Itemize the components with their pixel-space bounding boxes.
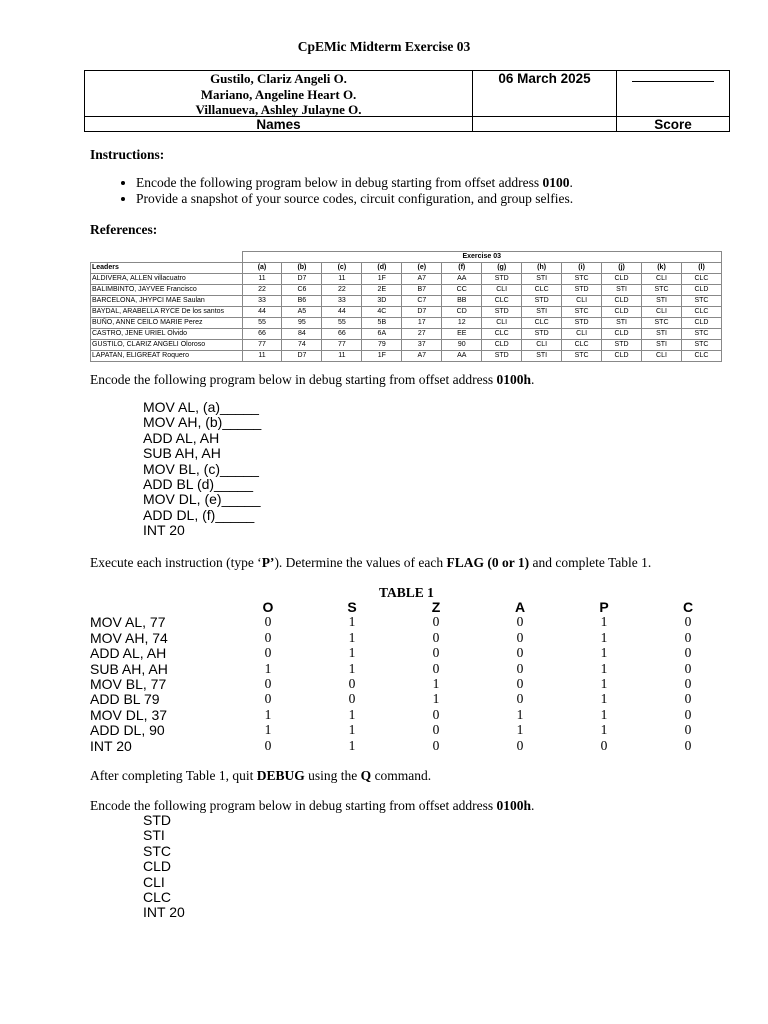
instruction-item: • Encode the following program below in debug starting from offset address 0100. bbox=[136, 175, 756, 191]
flag-value: 1 bbox=[264, 706, 272, 722]
leader-name: ALDIVERA, ALLEN villacuatro bbox=[91, 274, 243, 285]
flag-value: 1 bbox=[348, 660, 356, 676]
table-cell: 11 bbox=[322, 274, 362, 285]
table-cell: STD bbox=[522, 329, 562, 340]
table-1-title: TABLE 1 bbox=[379, 585, 434, 600]
instruction-item: • Provide a snapshot of your source codes, circuit configuration, and group selfies. bbox=[136, 191, 756, 207]
instruction-label: MOV BL, 77 bbox=[90, 675, 167, 692]
table-cell: 44 bbox=[242, 307, 282, 318]
flag-value: 1 bbox=[516, 706, 524, 722]
code-line: MOV AL, (a)_____ bbox=[143, 399, 259, 415]
flag-value: 0 bbox=[516, 691, 524, 707]
leaders-header: Leaders bbox=[91, 263, 243, 274]
table-cell: CC bbox=[442, 285, 482, 296]
execute-instruction: Execute each instruction (type ‘P’). Determine the values of each FLAG (0 or 1) and complete Table 1. bbox=[90, 555, 652, 570]
table-cell: 74 bbox=[282, 340, 322, 351]
table-cell: A5 bbox=[282, 307, 322, 318]
table-cell: 22 bbox=[242, 285, 282, 296]
flag-value: 0 bbox=[684, 629, 692, 645]
flag-value: 1 bbox=[600, 629, 608, 645]
flag-header: O bbox=[262, 599, 274, 615]
flag-value: 0 bbox=[516, 737, 524, 753]
table-cell: 37 bbox=[402, 340, 442, 351]
table-row bbox=[91, 285, 722, 296]
table-cell: STC bbox=[642, 318, 682, 329]
group-member-name: Mariano, Angeline Heart O. bbox=[200, 86, 357, 102]
flag-value: 1 bbox=[348, 706, 356, 722]
program-2-listing bbox=[143, 813, 185, 921]
table-cell: STC bbox=[642, 285, 682, 296]
flag-value: 1 bbox=[600, 706, 608, 722]
table-cell: CLC bbox=[681, 274, 721, 285]
instruction-label: MOV AL, 77 bbox=[90, 614, 166, 631]
instruction-label: ADD AL, AH bbox=[90, 645, 167, 662]
code-line: STC bbox=[143, 842, 171, 859]
table-cell: 11 bbox=[322, 351, 362, 362]
table-cell: 3D bbox=[362, 296, 402, 307]
score-blank bbox=[632, 81, 714, 82]
table-cell: CLD bbox=[602, 274, 642, 285]
table-cell: C7 bbox=[402, 296, 442, 307]
table-cell: CLI bbox=[562, 329, 602, 340]
instructions-heading: Instructions: bbox=[90, 147, 165, 162]
instruction-label: MOV AH, 74 bbox=[90, 629, 168, 646]
column-header: (k) bbox=[642, 263, 682, 274]
flag-value: 0 bbox=[264, 614, 272, 630]
flag-value: 0 bbox=[684, 645, 692, 661]
table-cell: AA bbox=[442, 351, 482, 362]
flag-value: 0 bbox=[432, 629, 440, 645]
table-row bbox=[91, 274, 722, 285]
table-cell: D7 bbox=[282, 351, 322, 362]
date: 06 March 2025 bbox=[498, 71, 591, 86]
table-cell: STD bbox=[562, 318, 602, 329]
flag-value: 1 bbox=[600, 660, 608, 676]
table-cell: CLI bbox=[642, 307, 682, 318]
code-line: ADD BL (d)_____ bbox=[143, 476, 253, 493]
flag-value: 0 bbox=[264, 737, 272, 753]
code-line: CLI bbox=[143, 873, 165, 890]
leader-name: BUÑO, ANNE CEILO MARIE Perez bbox=[91, 318, 243, 329]
table-cell: STI bbox=[522, 351, 562, 362]
flag-value: 0 bbox=[264, 629, 272, 645]
exercise-group-header: Exercise 03 bbox=[242, 252, 722, 263]
flag-value: 1 bbox=[600, 614, 608, 630]
flag-value: 0 bbox=[432, 737, 440, 753]
column-header: (j) bbox=[602, 263, 642, 274]
table-cell: STD bbox=[522, 296, 562, 307]
table-cell: STC bbox=[681, 296, 721, 307]
flag-value: 1 bbox=[264, 660, 272, 676]
table-header-row bbox=[91, 263, 722, 274]
table-cell: D7 bbox=[402, 307, 442, 318]
table-cell: CLC bbox=[522, 318, 562, 329]
encode-instruction-1: Encode the following program below in debug starting from offset address 0100h. bbox=[90, 372, 535, 387]
table-cell: 11 bbox=[242, 274, 282, 285]
table-cell: 17 bbox=[402, 318, 442, 329]
table-cell: 95 bbox=[282, 318, 322, 329]
flag-value: 0 bbox=[264, 645, 272, 661]
flag-value: 0 bbox=[432, 706, 440, 722]
table-cell: A7 bbox=[402, 351, 442, 362]
instruction-label: SUB AH, AH bbox=[90, 660, 168, 677]
instruction-label: MOV DL, 37 bbox=[90, 706, 168, 723]
table-cell: B6 bbox=[282, 296, 322, 307]
column-header: (h) bbox=[522, 263, 562, 274]
flag-value: 0 bbox=[348, 691, 356, 707]
table-cell: 90 bbox=[442, 340, 482, 351]
table-cell: STC bbox=[562, 351, 602, 362]
code-line: MOV AH, (b)_____ bbox=[143, 414, 262, 431]
code-line: STI bbox=[143, 827, 165, 844]
table-cell: 79 bbox=[362, 340, 402, 351]
table-cell: 77 bbox=[322, 340, 362, 351]
flag-header: C bbox=[682, 599, 694, 615]
table-cell: 2E bbox=[362, 285, 402, 296]
flag-value: 0 bbox=[432, 645, 440, 661]
flag-value: 0 bbox=[432, 722, 440, 738]
table-cell: STD bbox=[602, 340, 642, 351]
table-cell: STC bbox=[681, 340, 721, 351]
column-header: (c) bbox=[322, 263, 362, 274]
table-cell: STC bbox=[562, 274, 602, 285]
flag-value: 0 bbox=[516, 614, 524, 630]
flag-value: 1 bbox=[600, 675, 608, 691]
flag-value: 1 bbox=[348, 614, 356, 630]
group-member-name: Gustilo, Clariz Angeli O. bbox=[210, 71, 347, 86]
flag-value: 0 bbox=[684, 675, 692, 691]
leader-name: GUSTILO, CLARIZ ANGELI Oloroso bbox=[91, 340, 243, 351]
table-cell: STC bbox=[681, 329, 721, 340]
table-cell: 66 bbox=[322, 329, 362, 340]
table-cell: CLD bbox=[602, 307, 642, 318]
table-cell: STI bbox=[522, 307, 562, 318]
references-table bbox=[90, 251, 722, 362]
flag-value: 0 bbox=[684, 737, 692, 753]
leader-name: BARCELONA, JHYPCI MAE Saulan bbox=[91, 296, 243, 307]
table-cell: CLD bbox=[681, 285, 721, 296]
flag-value: 1 bbox=[264, 722, 272, 738]
table-row bbox=[91, 340, 722, 351]
instruction-label: ADD BL 79 bbox=[90, 691, 160, 708]
names-label: Names bbox=[256, 117, 301, 132]
leader-name: LAPATAN, ELIGREAT Roquero bbox=[91, 351, 243, 362]
table-cell: CLC bbox=[482, 296, 522, 307]
flag-value: 0 bbox=[516, 629, 524, 645]
table-cell: STD bbox=[482, 274, 522, 285]
table-cell: 4C bbox=[362, 307, 402, 318]
flag-value: 0 bbox=[516, 660, 524, 676]
column-header: (a) bbox=[242, 263, 282, 274]
table-cell: 33 bbox=[322, 296, 362, 307]
code-line: CLD bbox=[143, 858, 172, 875]
table-cell: CD bbox=[442, 307, 482, 318]
references-heading: References: bbox=[90, 222, 158, 237]
leader-name: CASTRO, JENE URIEL Olvido bbox=[91, 329, 243, 340]
flag-value: 0 bbox=[348, 675, 356, 691]
table-cell: D7 bbox=[282, 274, 322, 285]
table-cell: 44 bbox=[322, 307, 362, 318]
flag-value: 0 bbox=[684, 660, 692, 676]
table-cell bbox=[91, 252, 243, 263]
flag-value: 1 bbox=[432, 691, 440, 707]
table-row bbox=[91, 318, 722, 329]
table-cell: CLI bbox=[642, 274, 682, 285]
table-cell: STI bbox=[602, 285, 642, 296]
table-cell: 55 bbox=[242, 318, 282, 329]
code-line: CLC bbox=[143, 889, 172, 906]
table-cell: CLD bbox=[602, 351, 642, 362]
column-header: (g) bbox=[482, 263, 522, 274]
table-cell: CLI bbox=[642, 351, 682, 362]
table-cell: 12 bbox=[442, 318, 482, 329]
table-row bbox=[91, 307, 722, 318]
code-line: SUB AH, AH bbox=[143, 445, 221, 462]
table-cell: CLI bbox=[562, 296, 602, 307]
table-cell: CLC bbox=[681, 351, 721, 362]
table-cell: STD bbox=[482, 351, 522, 362]
table-cell: CLI bbox=[482, 285, 522, 296]
header-table bbox=[84, 70, 730, 132]
flag-value: 0 bbox=[264, 675, 272, 691]
table-cell: CLC bbox=[681, 307, 721, 318]
flag-value: 1 bbox=[348, 722, 356, 738]
table-cell: STI bbox=[642, 296, 682, 307]
flag-value: 1 bbox=[348, 645, 356, 661]
table-cell: STI bbox=[602, 318, 642, 329]
program-1-listing bbox=[143, 400, 261, 539]
table-cell: STI bbox=[642, 340, 682, 351]
code-line: MOV DL, (e)_____ bbox=[143, 491, 261, 508]
column-header: (e) bbox=[402, 263, 442, 274]
flag-value: 0 bbox=[516, 645, 524, 661]
names-list bbox=[85, 71, 472, 118]
code-line: INT 20 bbox=[143, 522, 185, 539]
flag-value: 1 bbox=[516, 722, 524, 738]
flag-value: 0 bbox=[600, 737, 608, 753]
flag-value: 0 bbox=[516, 675, 524, 691]
column-header: (d) bbox=[362, 263, 402, 274]
encode-instruction-2: Encode the following program below in debug starting from offset address 0100h. bbox=[90, 798, 535, 813]
table-cell: 55 bbox=[322, 318, 362, 329]
instruction-label: INT 20 bbox=[90, 737, 132, 754]
table-cell: STD bbox=[482, 307, 522, 318]
flag-value: 1 bbox=[600, 691, 608, 707]
table-cell: 22 bbox=[322, 285, 362, 296]
flag-value: 0 bbox=[684, 722, 692, 738]
flag-header: P bbox=[599, 599, 609, 615]
table-cell: B7 bbox=[402, 285, 442, 296]
leader-name: BAYDAL, ARABELLA RYCE De los santos bbox=[91, 307, 243, 318]
table-cell: STI bbox=[522, 274, 562, 285]
table-cell: 6A bbox=[362, 329, 402, 340]
table-cell: 27 bbox=[402, 329, 442, 340]
score-label: Score bbox=[654, 117, 692, 132]
flag-value: 0 bbox=[432, 660, 440, 676]
table-cell: 84 bbox=[282, 329, 322, 340]
table-cell: STC bbox=[562, 307, 602, 318]
leader-name: BALIMBINTO, JAYVEE Francisco bbox=[91, 285, 243, 296]
table-cell: STD bbox=[562, 285, 602, 296]
table-cell: 1F bbox=[362, 351, 402, 362]
flag-value: 1 bbox=[600, 645, 608, 661]
column-header: (f) bbox=[442, 263, 482, 274]
column-header: (i) bbox=[562, 263, 602, 274]
flag-value: 1 bbox=[432, 675, 440, 691]
code-line: MOV BL, (c)_____ bbox=[143, 460, 259, 477]
table-cell: CLD bbox=[681, 318, 721, 329]
group-member-name: Villanueva, Ashley Julayne O. bbox=[195, 102, 362, 117]
flag-header: Z bbox=[431, 599, 441, 615]
table-cell: CLI bbox=[522, 340, 562, 351]
flag-value: 1 bbox=[600, 722, 608, 738]
code-line: INT 20 bbox=[143, 904, 185, 921]
table-cell: 5B bbox=[362, 318, 402, 329]
instructions-list bbox=[112, 175, 756, 207]
table-row bbox=[91, 296, 722, 307]
flag-value: 0 bbox=[684, 691, 692, 707]
table-cell: 66 bbox=[242, 329, 282, 340]
table-cell: 77 bbox=[242, 340, 282, 351]
table-cell: C6 bbox=[282, 285, 322, 296]
table-cell: CLD bbox=[482, 340, 522, 351]
flag-header: S bbox=[347, 599, 357, 615]
table-cell: CLC bbox=[482, 329, 522, 340]
instruction-label: ADD DL, 90 bbox=[90, 722, 165, 739]
column-header: (l) bbox=[681, 263, 721, 274]
table-cell: CLC bbox=[522, 285, 562, 296]
flag-value: 0 bbox=[432, 614, 440, 630]
table-cell: STI bbox=[642, 329, 682, 340]
code-line: ADD DL, (f)_____ bbox=[143, 506, 255, 523]
table-cell: 11 bbox=[242, 351, 282, 362]
table-cell: CLC bbox=[562, 340, 602, 351]
table-cell: 33 bbox=[242, 296, 282, 307]
table-cell: BB bbox=[442, 296, 482, 307]
code-line: ADD AL, AH bbox=[143, 429, 220, 446]
flag-value: 1 bbox=[348, 629, 356, 645]
table-cell: CLD bbox=[602, 296, 642, 307]
flag-value: 0 bbox=[684, 706, 692, 722]
code-line: STD bbox=[143, 812, 171, 828]
table-row bbox=[91, 351, 722, 362]
table-row bbox=[91, 329, 722, 340]
flag-value: 0 bbox=[264, 691, 272, 707]
table-cell: AA bbox=[442, 274, 482, 285]
column-header: (b) bbox=[282, 263, 322, 274]
table-cell: A7 bbox=[402, 274, 442, 285]
table-cell: 1F bbox=[362, 274, 402, 285]
table-cell: CLI bbox=[482, 318, 522, 329]
flag-value: 0 bbox=[684, 614, 692, 630]
flag-header: A bbox=[514, 599, 526, 615]
table-cell: EE bbox=[442, 329, 482, 340]
table-cell: CLD bbox=[602, 329, 642, 340]
document-title: CpEMic Midterm Exercise 03 bbox=[297, 39, 471, 54]
quit-instruction: After completing Table 1, quit DEBUG using the Q command. bbox=[90, 768, 432, 783]
flag-value: 1 bbox=[348, 737, 356, 753]
